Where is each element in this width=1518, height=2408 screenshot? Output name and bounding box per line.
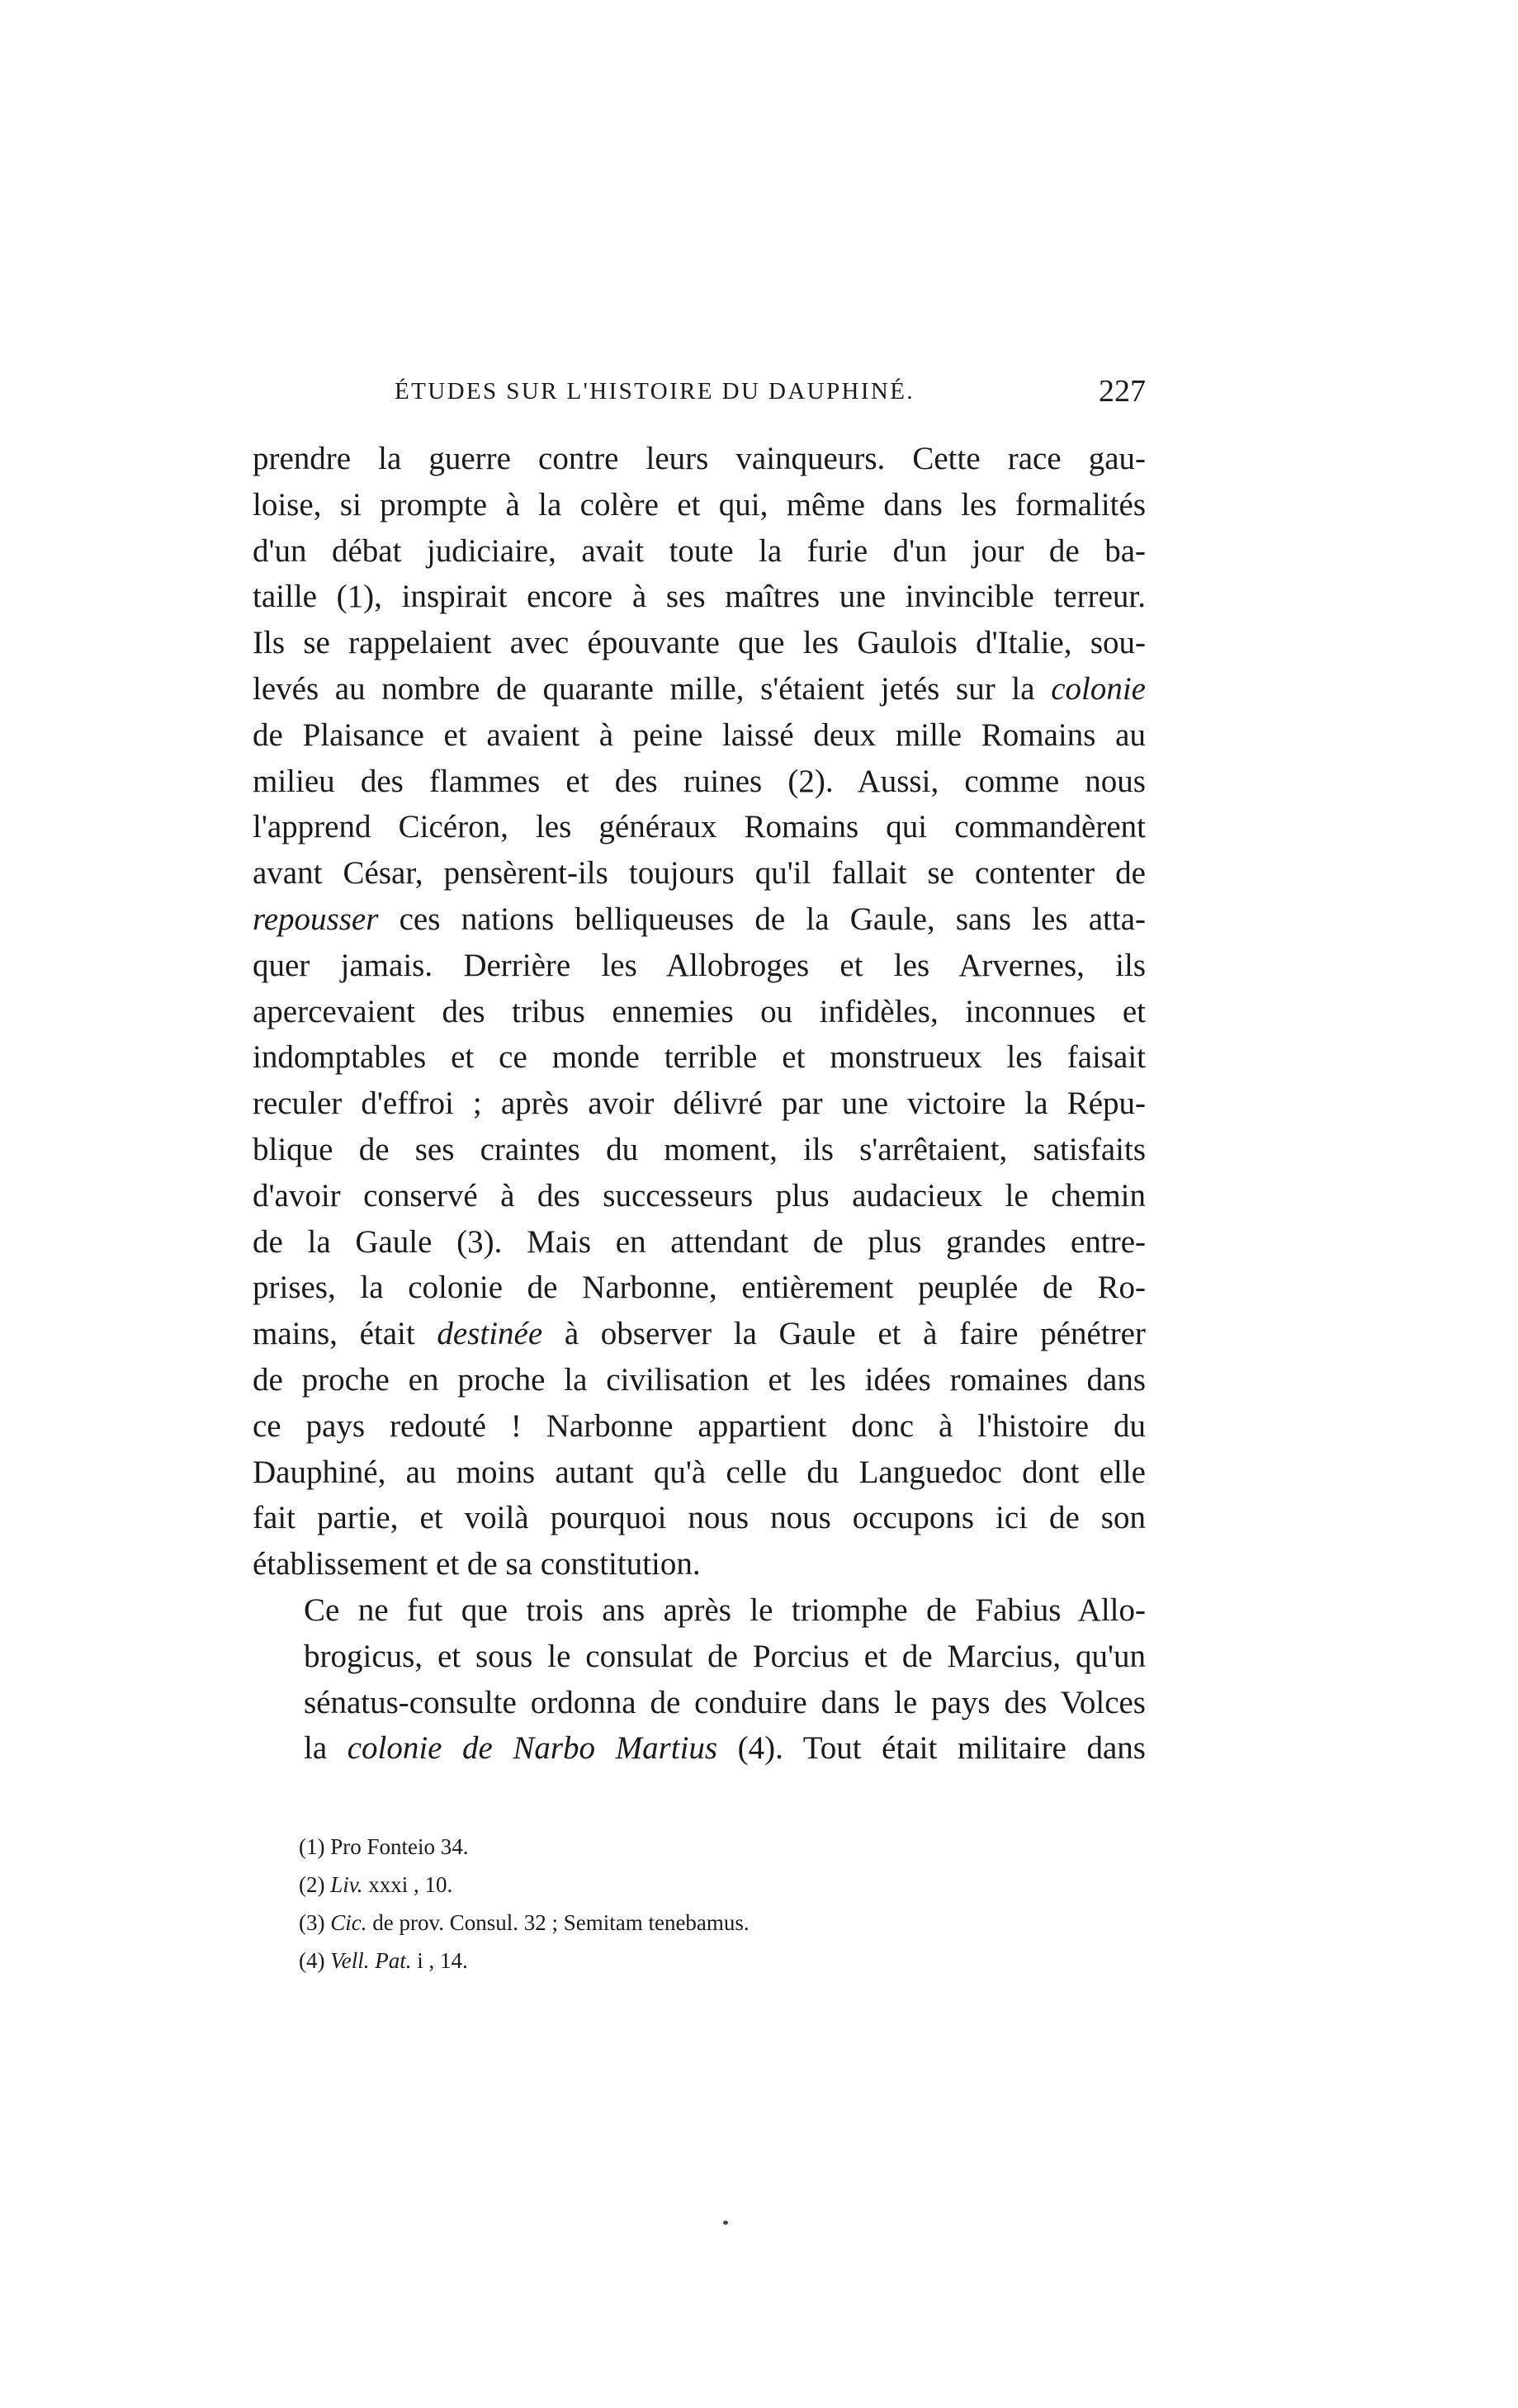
footnote-text: de prov. Consul. 32 ; Semitam tenebamus. — [372, 1910, 750, 1935]
text-line: prendre la guerre contre leurs vainqueurs. Cette race gau- — [253, 441, 1146, 476]
text-line: fait partie, et voilà pourquoi nous nous occupons ici de son — [253, 1500, 1146, 1536]
footnote-text: xxxi , 10. — [368, 1872, 453, 1897]
text-line: mains, était destinée à observer la Gaule et à faire pénétrer — [253, 1316, 1146, 1352]
text-line: milieu des flammes et des ruines (2). Aussi, comme nous — [253, 763, 1146, 799]
text-line: indomptables et ce monde terrible et monstrueux les faisait — [253, 1039, 1146, 1076]
text-line: Ce ne fut que trois ans après le triomphe de Fabius Allo- — [304, 1592, 1146, 1628]
text-line: apercevaient des tribus ennemies ou infidèles, inconnues et — [253, 993, 1146, 1029]
footnote-work: Liv. — [330, 1872, 363, 1897]
text-line: d'avoir conservé à des successeurs plus audacieux le chemin — [253, 1177, 1146, 1213]
text-line: prises, la colonie de Narbonne, entièrement peuplée de Ro- — [253, 1270, 1146, 1306]
text-line: loise, si prompte à la colère et qui, même dans les formalités — [253, 486, 1146, 523]
text-line: sénatus-consulte ordonna de conduire dans le pays des Volces — [304, 1684, 1146, 1720]
text-line: blique de ses craintes du moment, ils s'arrêtaient, satisfaits — [253, 1131, 1146, 1167]
text-line: ce pays redouté ! Narbonne appartient donc à l'histoire du — [253, 1407, 1146, 1444]
footnote-mark: (2) — [299, 1872, 325, 1897]
text-line: Ils se rappelaient avec épouvante que les Gaulois d'Italie, sou- — [253, 625, 1146, 661]
footnote-1 — [299, 1828, 1146, 1866]
text-line: repousser ces nations belliqueuses de la Gaule, sans les atta- — [253, 901, 1146, 937]
footnote-work: Vell. Pat. — [330, 1948, 412, 1973]
footnote-4 — [299, 1942, 1146, 1980]
ink-speck — [723, 2221, 728, 2225]
footnotes — [299, 1828, 1146, 1980]
footnote-text: Pro Fonteio 34. — [330, 1834, 469, 1859]
text-line: brogicus, et sous le consulat de Porcius et de Marcius, qu'un — [304, 1638, 1146, 1674]
footnote-mark: (4) — [299, 1948, 325, 1973]
text-line: établissement et de sa constitution. — [253, 1546, 701, 1582]
text-line: d'un débat judiciaire, avait toute la furie d'un jour de ba- — [253, 532, 1146, 569]
body-text — [253, 436, 1146, 1772]
footnote-mark: (1) — [299, 1834, 325, 1859]
text-line: quer jamais. Derrière les Allobroges et les Arvernes, ils — [253, 947, 1146, 983]
running-head — [395, 373, 1146, 414]
italic-word: repousser — [253, 901, 379, 937]
paragraph-1 — [253, 436, 1146, 1587]
running-title: ÉTUDES SUR L'HISTOIRE DU DAUPHINÉ. — [395, 378, 915, 404]
footnote-mark: (3) — [299, 1910, 325, 1935]
text-line: l'apprend Cicéron, les généraux Romains qui commandèrent — [253, 809, 1146, 845]
text-line: avant César, pensèrent-ils toujours qu'il fallait se contenter de — [253, 855, 1146, 892]
text-line: taille (1), inspirait encore à ses maîtres une invincible terreur. — [253, 579, 1146, 615]
paragraph-2 — [253, 1587, 1146, 1772]
footnote-text: i , 14. — [417, 1948, 468, 1973]
text-line: de Plaisance et avaient à peine laissé deux mille Romains au — [253, 717, 1146, 753]
text-line: levés au nombre de quarante mille, s'étaient jetés sur la colonie — [253, 670, 1146, 707]
footnote-3 — [299, 1904, 1146, 1942]
text-line: Dauphiné, au moins autant qu'à celle du Languedoc dont elle — [253, 1454, 1146, 1490]
footnote-work: Cic. — [330, 1910, 367, 1935]
page-number: 227 — [1099, 374, 1146, 409]
italic-word: colonie — [1051, 670, 1146, 707]
text-line: de la Gaule (3). Mais en attendant de plus grandes entre- — [253, 1223, 1146, 1260]
footnote-2 — [299, 1866, 1146, 1904]
text-line: reculer d'effroi ; après avoir délivré par une victoire la Répu- — [253, 1086, 1146, 1122]
text-line: la colonie de Narbo Martius (4). Tout était militaire dans — [304, 1730, 1146, 1767]
text-line: de proche en proche la civilisation et les idées romaines dans — [253, 1361, 1146, 1398]
italic-word: colonie de Narbo Martius — [347, 1730, 718, 1767]
italic-word: destinée — [437, 1316, 543, 1352]
